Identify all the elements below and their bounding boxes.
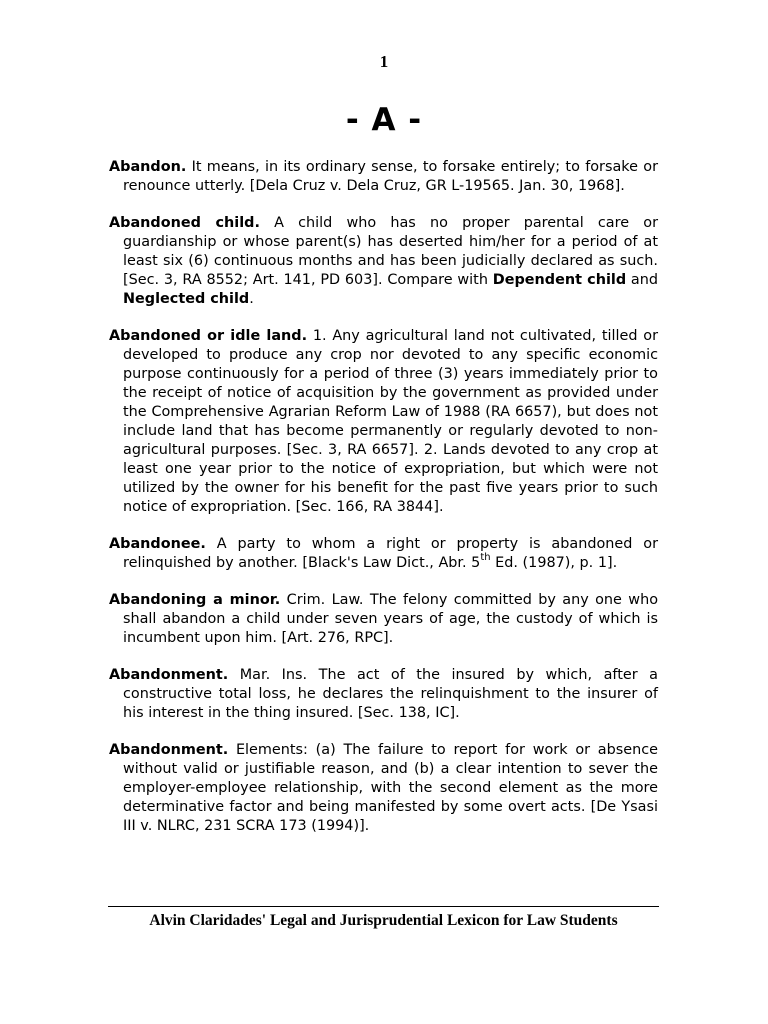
entry-definition: It means, in its ordinary sense, to forsake entirely; to forsake or renounce utterly. [Dela Cruz v. Dela Cruz, GR L-19565. Jan. 30, 1968].: [123, 159, 658, 194]
entry-definition: 1. Any agricultural land not cultivated, tilled or developed to produce any crop nor devoted to any specific economic purpose continuously for a period of three (3) years immediately prior to the receipt of notice of acquisition by the government as provided under the Comprehensive Agrarian Reform Law of 1988 (RA 6657), but does not include land that has become permanently or regularly devoted to non-agricultural purposes. [Sec. 3, RA 6657]. 2. Lands devoted to any crop at least one year prior to the notice of expropriation, but which were not utilized by the owner for his benefit for the past five years prior to such notice of expropriation. [Sec. 166, RA 3844].: [123, 328, 658, 515]
entry-abandonment-elements: [109, 741, 658, 836]
cross-reference: Dependent child: [492, 272, 627, 288]
superscript: th: [480, 552, 491, 564]
entry-definition: Crim. Law. The felony committed by any one who shall abandon a child under seven years of age, the custody of which is incumbent upon him. [Art. 276, RPC].: [123, 592, 659, 646]
entry-term: Abandonment.: [109, 667, 229, 683]
entry-term: Abandoning a minor.: [109, 592, 281, 608]
entry-term: Abandoned child.: [109, 215, 260, 231]
entry-abandoned-child: [109, 214, 658, 309]
entry-definition: Mar. Ins. The act of the insured by which, after a constructive total loss, he declares the relinquishment to the insurer of his interest in the thing insured. [Sec. 138, IC].: [123, 667, 658, 721]
entry-definition: Elements: (a) The failure to report for work or absence without valid or justifiable reason, and (b) a clear intention to sever the employer-employee relationship, with the second element as the more determinative factor and being manifested by some overt acts. [De Ysasi III v. NLRC, 231 SCRA 173 (1994)].: [123, 742, 658, 834]
entry-term: Abandon.: [109, 159, 187, 175]
section-heading: - A -: [345, 102, 423, 138]
entry-term: Abandonee.: [109, 536, 206, 552]
entry-definition-end: Ed. (1987), p. 1].: [490, 555, 618, 571]
page-number: 1: [379, 52, 389, 71]
entry-term: Abandoned or idle land.: [109, 328, 308, 344]
entry-abandon: [109, 158, 658, 196]
footer-divider: [108, 906, 659, 907]
footer-title: Alvin Claridades' Legal and Jurisprudential Lexicon for Law Students: [149, 912, 618, 929]
entry-abandoning-a-minor: [109, 591, 658, 648]
entry-definition: A child who has no proper parental care or guardianship or whose parent(s) has deserted him/her for a period of at least six (6) continuous months and has been judicially declared as such. [Sec. 3, RA 8552; Art. 141, PD 603]. Compare with: [123, 215, 658, 288]
entry-abandoned-or-idle-land: [109, 327, 658, 517]
entry-term: Abandonment.: [109, 742, 229, 758]
entry-abandonee: [109, 535, 658, 573]
entry-abandonment-mar-ins: [109, 666, 658, 723]
entry-definition-connector: and: [626, 272, 658, 288]
entry-definition-end: .: [249, 291, 254, 307]
dictionary-entries: [109, 158, 658, 854]
cross-reference: Neglected child: [123, 291, 250, 307]
entry-definition: A party to whom a right or property is abandoned or relinquished by another. [Black's Law Dict., Abr. 5: [123, 536, 658, 571]
